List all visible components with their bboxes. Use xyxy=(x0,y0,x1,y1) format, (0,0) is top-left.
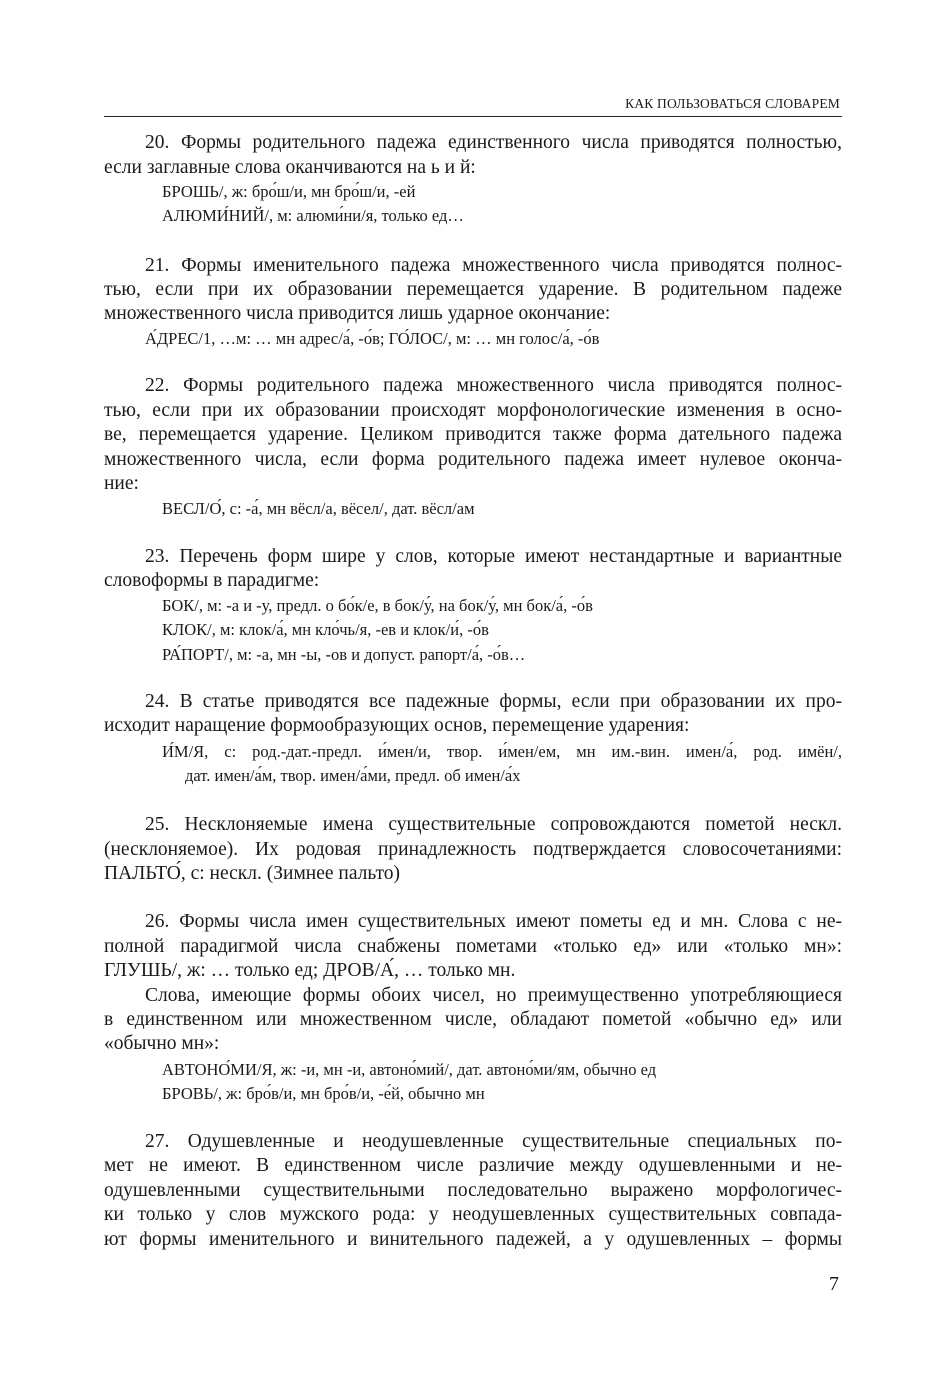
example-entry: дат. имен/а́м, твор. имен/а́ми, предл. об имен/а́х xyxy=(185,766,521,785)
text-line: полной парадигмой числа снабжены пометами «только ед» или «только мн»: xyxy=(104,936,842,957)
text-line: множественного числа приводится лишь ударное окончание: xyxy=(104,303,611,324)
text-line: тью, если при их образовании происходят морфонологические изменения в осно- xyxy=(104,400,842,421)
text-line: ГЛУШЬ/, ж: … только ед; ДРОВ/А́, … только мн. xyxy=(104,960,516,981)
example-entry: И́М/Я, с: род.-дат.-предл. и́мен/и, твор. и́мен/ем, мн им.-вин. имен/а́, род. имён/, xyxy=(162,742,842,761)
text-line: «обычно мн»: xyxy=(104,1033,220,1054)
running-header-title: КАК ПОЛЬЗОВАТЬСЯ СЛОВАРЕМ xyxy=(625,96,840,111)
page-number: 7 xyxy=(829,1273,839,1295)
text-line: 23. Перечень форм шире у слов, которые имеют нестандартные и вариантные xyxy=(145,546,842,567)
text-line: ки только у слов мужского рода: у неодушевленных существительных совпада- xyxy=(104,1204,842,1225)
text-line: одушевленными существительными последовательно выражено морфологичес- xyxy=(104,1180,842,1201)
example-entry: А́ДРЕС/1, …м: … мн адрес/а́, -о́в; ГО́ЛОС/, м: … мн голос/а́, -о́в xyxy=(145,329,600,348)
text-line: если заглавные слова оканчиваются на ь и й: xyxy=(104,157,476,178)
text-line: в единственном или множественном числе, обладают пометой «обычно ед» или xyxy=(104,1009,842,1030)
text-line: тью, если при их образовании перемещается ударение. В родительном падеже xyxy=(104,279,842,300)
text-line: 20. Формы родительного падежа единственного числа приводятся полностью, xyxy=(145,132,842,153)
text-line: 27. Одушевленные и неодушевленные существительные специальных по- xyxy=(145,1131,842,1152)
text-line: ПАЛЬТО́, с: нескл. (Зимнее пальто) xyxy=(104,863,401,884)
text-line: мет не имеют. В единственном числе различие между одушевленными и не- xyxy=(104,1155,842,1176)
text-line: Слова, имеющие формы обоих чисел, но преимущественно употребляющиеся xyxy=(145,985,842,1006)
text-line: множественного числа, если форма родительного падежа имеет нулевое оконча- xyxy=(104,449,842,470)
text-line: 25. Несклоняемые имена существительные сопровождаются пометой нескл. xyxy=(145,814,842,835)
text-line: 26. Формы числа имен существительных имеют пометы ед и мн. Слова с не- xyxy=(145,911,842,932)
example-entry: ВЕСЛ/О́, с: -а́, мн вёсл/а, вёсел/, дат. вёсл/ам xyxy=(162,499,475,518)
text-line: 21. Формы именительного падежа множественного числа приводятся полнос- xyxy=(145,255,842,276)
example-entry: БРОШЬ/, ж: бро́ш/и, мн бро́ш/и, -ей xyxy=(162,182,416,201)
text-line: 24. В статье приводятся все падежные формы, если при образовании их про- xyxy=(145,691,842,712)
example-entry: БРОВЬ/, ж: бро́в/и, мн бро́в/и, -е́й, обычно мн xyxy=(162,1084,485,1103)
text-line: ют формы именительного и винительного падежей, а у одушевленных – формы xyxy=(104,1229,842,1250)
text-line: исходит наращение формообразующих основ, перемещение ударения: xyxy=(104,715,690,736)
text-line: ве, перемещается ударение. Целиком приводится также форма дательного падежа xyxy=(104,424,842,445)
example-entry: АЛЮМИ́НИЙ/, м: алюми́ни/я, только ед… xyxy=(162,206,464,225)
example-entry: АВТОНО́МИ/Я, ж: -и, мн -и, автоно́мий/, дат. автоно́ми/ям, обычно ед xyxy=(162,1060,657,1079)
text-line: 22. Формы родительного падежа множественного числа приводятся полнос- xyxy=(145,375,842,396)
text-line: словоформы в парадигме: xyxy=(104,570,320,591)
text-line: (несклоняемое). Их родовая принадлежность подтверждается словосочетаниями: xyxy=(104,839,842,860)
example-entry: РА́ПОРТ/, м: -а, мн -ы, -ов и допуст. рапорт/а́, -о́в… xyxy=(162,645,526,664)
text-line: ние: xyxy=(104,473,139,494)
running-header xyxy=(104,96,842,117)
example-entry: БОК/, м: -а и -у, предл. о бо́к/е, в бок/у́, на бок/у́, мн бок/а́, -о́в xyxy=(162,596,593,615)
example-entry: КЛОК/, м: клок/а́, мн кло́чь/я, -ев и клок/и́, -о́в xyxy=(162,620,489,639)
